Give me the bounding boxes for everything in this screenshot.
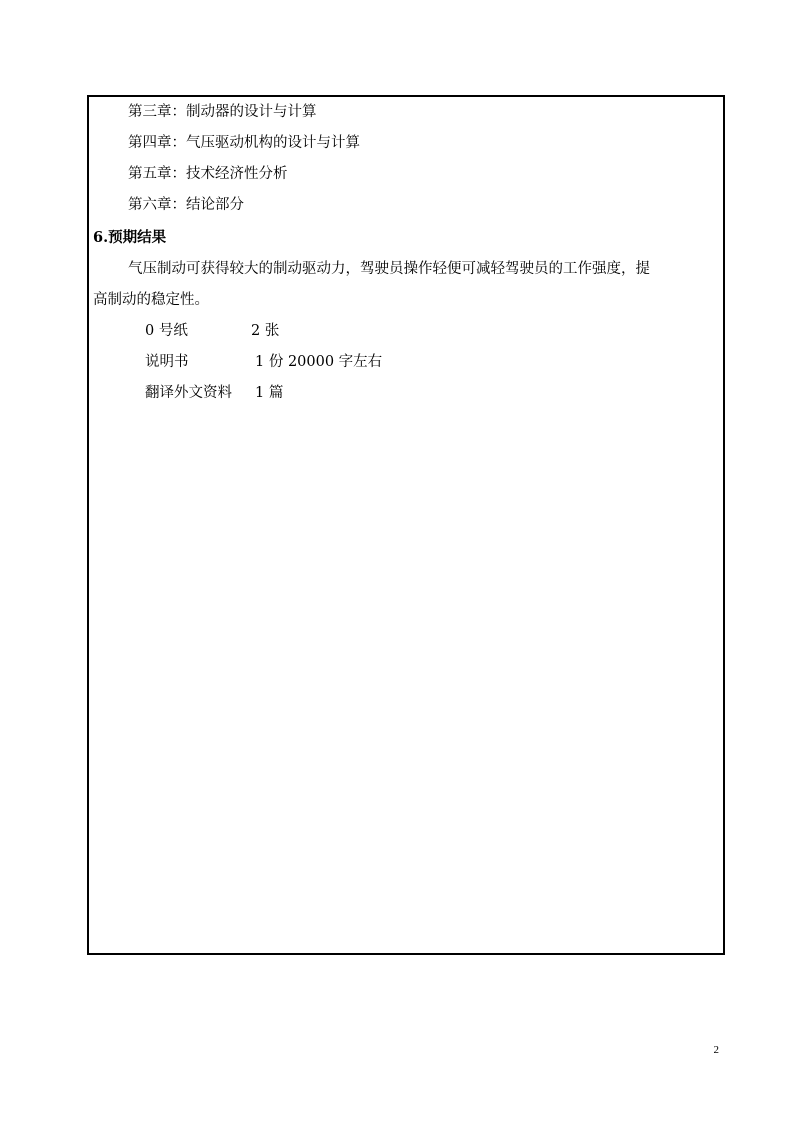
chapter-6-line: 第六章：结论部分 [128,197,244,213]
chapter-4-line: 第四章：气压驱动机构的设计与计算 [128,135,360,151]
deliverable-amount: 2 张 [251,323,280,339]
expected-results-paragraph-line-1: 气压制动可获得较大的制动驱动力，驾驶员操作轻便可减轻驾驶员的工作强度，提 [128,261,650,277]
deliverable-item: 0 号纸 [145,323,188,339]
deliverable-amount: 1 份 20000 字左右 [255,354,383,370]
deliverable-item: 翻译外文资料 [145,385,232,401]
deliverable-amount: 1 篇 [255,385,284,401]
deliverable-item: 说明书 [145,354,189,370]
chapter-3-line: 第三章：制动器的设计与计算 [128,104,317,120]
expected-results-paragraph-line-2: 高制动的稳定性。 [93,292,209,308]
content-frame [87,95,725,955]
page-number: 2 [713,1044,719,1056]
chapter-5-line: 第五章：技术经济性分析 [128,166,288,182]
section-heading-expected-results: 6.预期结果 [93,229,167,246]
